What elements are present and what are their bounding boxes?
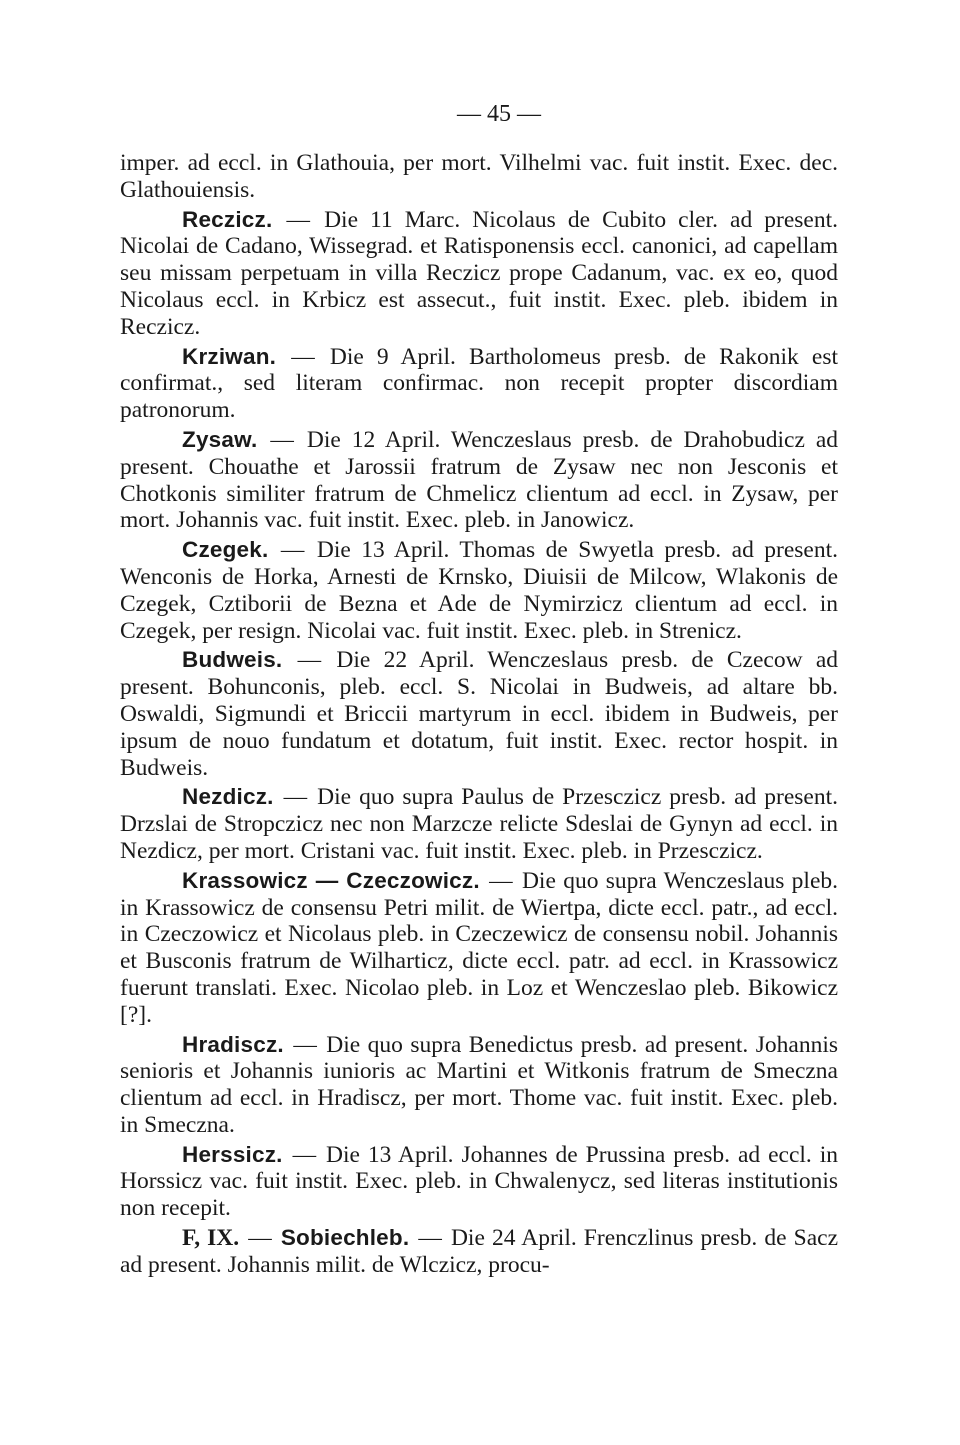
- place-name: Zysaw.: [182, 426, 258, 452]
- separator: —: [283, 784, 308, 811]
- entry-text: Die quo supra Wenczeslaus pleb. in Krassowicz de consensu Petri milit. de Wiertpa, dicte eccl. patr., ad eccl. in Czeczowicz et Nicolaus pleb. in Czeczewicz de consensu nobil. Johannis et Busconis fratrum de Wilharticz, dicte eccl. patr. ad eccl. in Krassowicz fuerunt translati. Exec. Nicolao pleb. in Loz et Wenczeslao pleb. Bikowicz [?].: [120, 867, 839, 1028]
- separator: —: [286, 206, 310, 233]
- document-page: [120, 96, 838, 1282]
- entry-text: Die quo supra Paulus de Przesczicz presb. ad present. Drzslai de Stropczicz nec non Marzcze relicte Sdeslai de Gynyn ad eccl. in Nezdicz, per mort. Cristani vac. fuit instit. Exec. pleb. in Przesczicz.: [120, 784, 839, 864]
- entry-text: Die 9 April. Bartholomeus presb. de Rakonik est confirmat., sed literam confirmac. non recepit propter discordiam patronorum.: [120, 343, 838, 424]
- entries: [120, 150, 838, 1279]
- entry-text: Die 24 April. Frenczlinus presb. de Sacz ad present. Johannis milit. de Wlczicz, procu-: [120, 1225, 838, 1278]
- place-name: Krassowicz — Czeczowicz.: [182, 867, 480, 893]
- entry-text: Die 13 April. Thomas de Swyetla presb. ad present. Wenconis de Horka, Arnesti de Krnsko, Diuisii de Milcow, Wlakonis de Czegek, Cztiborii de Bezna et Ade de Nymirzicz clientum ad eccl. in Czegek, per resign. Nicolai vac. fuit instit. Exec. pleb. in Strenicz.: [120, 537, 839, 644]
- place-name: Krziwan.: [182, 343, 277, 369]
- entry-reczicz: [120, 207, 838, 341]
- separator: —: [418, 1225, 442, 1252]
- entry-text: Die quo supra Benedictus presb. ad present. Johannis senioris et Johannis iunioris ac Martini et Witkonis fratrum de Smeczna clientum ad eccl. in Hradiscz, per mort. Thome vac. fuit instit. Exec. pleb. in Smeczna.: [120, 1031, 838, 1138]
- entry-continuation: [120, 150, 838, 204]
- separator: —: [292, 1141, 317, 1168]
- page-number: — 45 —: [457, 101, 541, 127]
- place-name: Sobiechleb.: [280, 1225, 410, 1251]
- separator: —: [270, 426, 294, 453]
- entry-text: Die 22 April. Wenczeslaus presb. de Czecow ad present. Bohunconis, pleb. eccl. S. Nicolai in Budweis, ad altare bb. Oswaldi, Sigmundi et Briccii martyrum in eccl. ibidem in Budweis, per ipsum de nouo fundatum et dotatum, fuit instit. Exec. rector hospit. in Budweis.: [120, 647, 838, 781]
- entry-zysaw: [120, 427, 838, 534]
- entry-sobiechleb: [120, 1225, 838, 1279]
- separator: —: [248, 1225, 272, 1252]
- separator: —: [293, 1031, 317, 1058]
- place-name: Hradiscz.: [182, 1031, 284, 1057]
- separator: —: [291, 343, 315, 370]
- place-name: Budweis.: [182, 647, 283, 673]
- place-name: Reczicz.: [182, 206, 273, 232]
- place-name: Nezdicz.: [182, 784, 274, 810]
- entry-herssicz: [120, 1142, 838, 1222]
- entry-text: imper. ad eccl. in Glathouia, per mort. Vilhelmi vac. fuit instit. Exec. dec. Glathouiensis.: [120, 150, 838, 203]
- entry-hradiscz: [120, 1032, 838, 1139]
- entry-czegek: [120, 537, 838, 644]
- entry-nezdicz: [120, 784, 838, 864]
- separator: —: [489, 867, 513, 894]
- entry-text: Die 11 Marc. Nicolaus de Cubito cler. ad present. Nicolai de Cadano, Wissegrad. et Ratisponensis eccl. canonici, ad capellam seu missam perpetuam in villa Reczicz prope Cadanum, vac. ex eo, quod Nicolaus eccl. in Krbicz est assecut., fuit instit. Exec. pleb. ibidem in Reczicz.: [120, 206, 839, 340]
- entry-text: Die 12 April. Wenczeslaus presb. de Drahobudicz ad present. Chouathe et Jarossii fratrum de Zysaw nec non Jesconis et Chotkonis similiter fratrum de Chmelicz clientum ad eccl. in Zysaw, per mort. Johannis vac. fuit instit. Exec. pleb. in Janowicz.: [120, 426, 839, 534]
- entry-budweis: [120, 647, 838, 781]
- section-marker: F, IX.: [182, 1225, 240, 1252]
- entry-krziwan: [120, 344, 838, 424]
- entry-text: Die 13 April. Johannes de Prussina presb. ad eccl. in Horssicz vac. fuit instit. Exec. pleb. in Chwalenycz, sed literas institutionis non recepit.: [120, 1141, 839, 1222]
- entry-krassowicz: [120, 868, 838, 1029]
- place-name: Herssicz.: [182, 1141, 283, 1167]
- separator: —: [280, 537, 305, 564]
- separator: —: [297, 647, 322, 674]
- place-name: Czegek.: [182, 537, 269, 563]
